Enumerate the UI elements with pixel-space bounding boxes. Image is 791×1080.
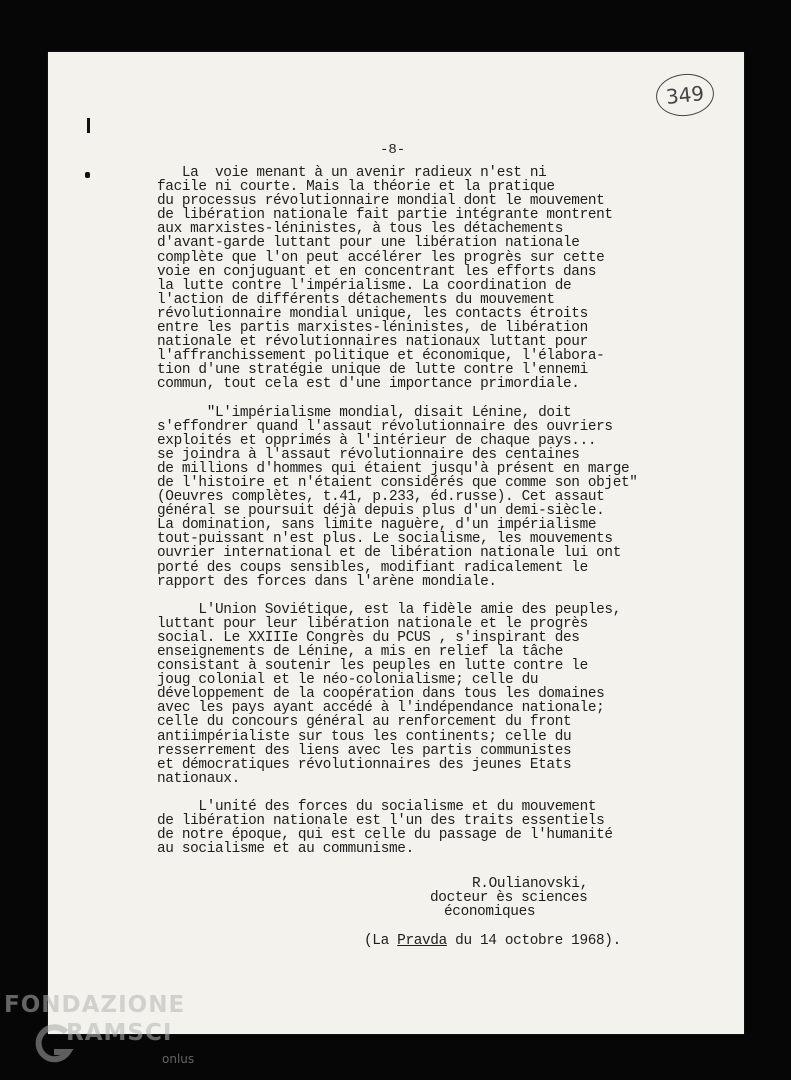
text-line: entre les partis marxistes-léninistes, de libération — [157, 320, 588, 337]
text-line: resserrement des liens avec les partis communistes — [157, 742, 572, 759]
paragraph — [157, 800, 647, 856]
text-line: celle du concours général au renforcement du front — [157, 714, 572, 731]
text-line: avec les pays ayant accédé à l'indépendance nationale; — [157, 700, 605, 717]
source-prefix: (La — [364, 933, 398, 949]
text-line: l'action de différents détachements du mouvement — [157, 291, 555, 308]
text-line: de libération nationale est l'un des traits essentiels — [157, 813, 605, 830]
archive-stamp: 349 — [654, 71, 716, 119]
text-line: et démocratiques révolutionnaires des jeunes Etats — [157, 756, 572, 773]
text-line: aux marxistes-léninistes, à tous les détachements — [157, 221, 564, 238]
text-line: du processus révolutionnaire mondial dont le mouvement — [157, 193, 605, 210]
text-line: La voie menant à un avenir radieux n'est ni — [157, 165, 547, 181]
paragraph — [157, 603, 647, 786]
text-line: porté des coups sensibles, modifiant radicalement le — [157, 559, 588, 576]
paragraph — [157, 406, 647, 589]
source-suffix: du 14 octobre 1968). — [446, 933, 621, 949]
text-line: La domination, sans limite naguère, d'un impérialisme — [157, 517, 597, 534]
author-title: économiques — [444, 904, 536, 921]
text-line: d'avant-garde luttant pour une libération nationale — [157, 235, 580, 252]
paragraph — [157, 166, 647, 392]
text-line: ouvrier international et de libération nationale lui ont — [157, 545, 622, 562]
text-line: voie en conjuguant et en concentrant les efforts dans — [157, 263, 597, 280]
watermark-tagline: onlus — [162, 1052, 195, 1066]
paragraph-gap — [157, 589, 647, 603]
watermark-logo-line2: RAMSCI — [66, 1020, 173, 1046]
page-number: -8- — [380, 142, 406, 158]
text-line: complète que l'on peut accélérer les progrès sur cette — [157, 249, 605, 266]
text-line: se joindra à l'assaut révolutionnaire des centaines — [157, 446, 580, 463]
author-name: R.Oulianovski, — [472, 876, 589, 892]
text-line: commun, tout cela est d'une importance primordiale. — [157, 376, 580, 393]
text-line: (Oeuvres complètes, t.41, p.233, éd.russe). Cet assaut — [157, 489, 605, 506]
newspaper-name: Pravda — [397, 933, 447, 949]
body-text — [157, 166, 647, 856]
paragraph-gap — [157, 786, 647, 800]
watermark-logo-line1: FONDAZIONE — [4, 992, 186, 1018]
text-line: nationaux. — [157, 770, 240, 787]
text-line: L'unité des forces du socialisme et du mouvement — [157, 798, 597, 815]
text-line: antiimpérialiste sur tous les continents; celle du — [157, 728, 572, 745]
text-line: exploités et opprimés à l'intérieur de chaque pays... — [157, 432, 597, 449]
text-line: facile ni courte. Mais la théorie et la pratique — [157, 179, 555, 196]
text-line: social. Le XXIIIe Congrès du PCUS , s'inspirant des — [157, 629, 580, 646]
source-citation — [364, 933, 621, 949]
text-line: consistant à soutenir les peuples en lutte contre le — [157, 658, 588, 675]
text-line: nationale et révolutionnaires nationaux luttant pour — [157, 334, 588, 351]
text-line: tion d'une stratégie unique de lutte contre l'ennemi — [157, 362, 588, 379]
text-line: rapport des forces dans l'arène mondiale. — [157, 573, 497, 590]
text-line: de millions d'hommes qui étaient jusqu'à présent en marge — [157, 460, 630, 477]
text-line: la lutte contre l'impérialisme. La coordination de — [157, 277, 572, 294]
text-line: de l'histoire et n'étaient considérés que comme son objet" — [157, 474, 638, 491]
text-line: luttant pour leur libération nationale et le progrès — [157, 615, 588, 632]
text-line: général se poursuit déjà depuis plus d'un demi-siècle. — [157, 503, 605, 520]
text-line: enseignements de Lénine, a mis en relief la tâche — [157, 644, 564, 660]
text-line: l'affranchissement politique et économique, l'élabora- — [157, 348, 605, 365]
text-line: de libération nationale fait partie intégrante montrent — [157, 207, 613, 224]
text-line: de notre époque, qui est celle du passage de l'humanité — [157, 827, 613, 844]
margin-mark — [87, 118, 90, 133]
signature-block — [430, 877, 588, 919]
text-line: s'effondrer quand l'assaut révolutionnaire des ouvriers — [157, 418, 613, 435]
paragraph-gap — [157, 392, 647, 406]
author-title: docteur ès sciences — [430, 890, 588, 907]
text-line: L'Union Soviétique, est la fidèle amie des peuples, — [157, 601, 622, 618]
text-line: révolutionnaire mondial unique, les contacts étroits — [157, 305, 588, 322]
text-line: "L'impérialisme mondial, disait Lénine, doit — [157, 404, 572, 421]
text-line: développement de la coopération dans tous les domaines — [157, 686, 605, 703]
text-line: tout-puissant n'est plus. Le socialisme, les mouvements — [157, 531, 613, 548]
margin-mark — [85, 172, 90, 178]
text-line: joug colonial et le néo-colonialisme; celle du — [157, 672, 539, 689]
text-line: au socialisme et au communisme. — [157, 841, 414, 858]
